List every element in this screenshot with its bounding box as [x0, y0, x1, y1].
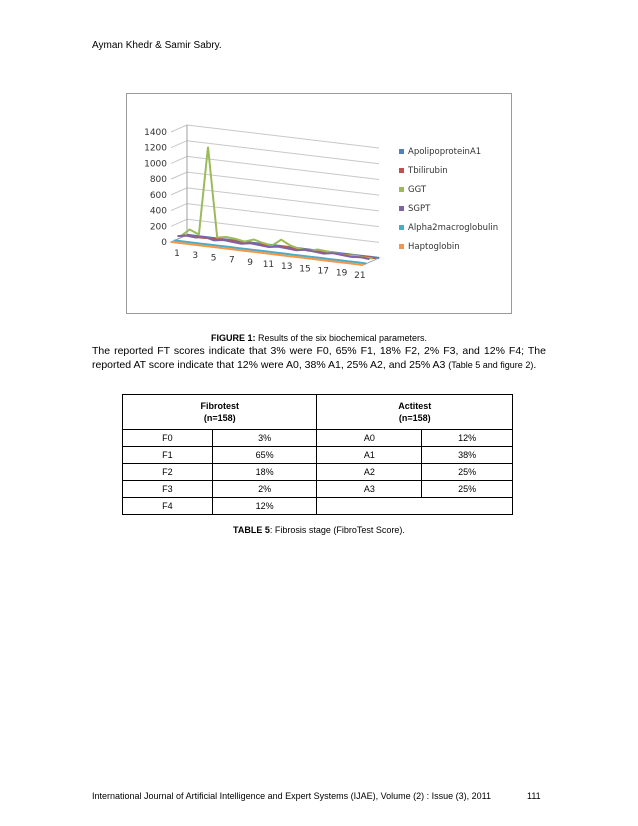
- table-cell: 12%: [422, 430, 513, 447]
- table-caption-text: : Fibrosis stage (FibroTest Score).: [269, 525, 405, 535]
- y-tick-label: 800: [149, 175, 167, 186]
- y-tick-label: 600: [149, 190, 167, 201]
- actitest-header-count: (n=158): [398, 413, 431, 423]
- x-tick-label: 17: [317, 266, 330, 277]
- actitest-header-title: Actitest: [398, 401, 432, 411]
- table-cell: 3%: [212, 430, 317, 447]
- legend-label: GGT: [408, 185, 427, 195]
- figure-1-chart-frame: [126, 93, 512, 314]
- gridline-side: [171, 204, 187, 211]
- gridline-side: [171, 125, 187, 132]
- table-cell: A3: [317, 481, 422, 498]
- table-row: [123, 498, 513, 515]
- legend-swatch: [399, 244, 404, 249]
- figure-caption: [0, 333, 638, 343]
- paragraph-reference: (Table 5 and figure 2): [448, 360, 534, 370]
- y-tick-label: 0: [161, 238, 167, 248]
- table-caption-label: TABLE 5: [233, 525, 270, 535]
- journal-footer: International Journal of Artificial Intelligence and Expert Systems (IJAE), Volume (2) : Issue (3), 2011: [92, 791, 492, 801]
- x-tick-label: 15: [299, 264, 311, 275]
- running-header: Ayman Khedr & Samir Sabry.: [92, 40, 222, 51]
- legend-label: Alpha2macroglobulin: [408, 223, 499, 233]
- y-tick-label: 1400: [144, 128, 167, 138]
- table-cell: 25%: [422, 464, 513, 481]
- legend-label: Haptoglobin: [408, 242, 460, 252]
- y-tick-label: 400: [149, 206, 167, 217]
- legend-label: Tbilirubin: [408, 166, 448, 176]
- actitest-header: [317, 395, 513, 430]
- table-cell: 65%: [212, 447, 317, 464]
- table-cell: F0: [123, 430, 213, 447]
- legend-swatch: [399, 149, 404, 154]
- table-cell-empty: [317, 498, 513, 515]
- legend-swatch: [399, 168, 404, 173]
- table-cell: A2: [317, 464, 422, 481]
- gridline-side: [171, 156, 187, 163]
- legend-swatch: [399, 206, 404, 211]
- table-cell: 38%: [422, 447, 513, 464]
- table-cell: 18%: [212, 464, 317, 481]
- gridline-side: [171, 172, 187, 179]
- legend-swatch: [399, 187, 404, 192]
- page-number: 111: [527, 791, 541, 801]
- results-paragraph: [92, 344, 546, 372]
- table-cell: F3: [123, 481, 213, 498]
- table-row: [123, 481, 513, 498]
- fibrotest-header-title: Fibrotest: [200, 401, 239, 411]
- table-row: [123, 430, 513, 447]
- figure-caption-text: Results of the six biochemical parameters.: [255, 333, 428, 343]
- figure-caption-label: FIGURE 1:: [210, 333, 256, 343]
- fibrotest-header: [123, 395, 317, 430]
- biochemical-parameters-chart: [127, 94, 511, 313]
- table-cell: A0: [317, 430, 422, 447]
- table-cell: F4: [123, 498, 213, 515]
- table-cell: F1: [123, 447, 213, 464]
- paragraph-text: The reported FT scores indicate that 3% were F0, 65% F1, 18% F2, 2% F3, and 12% F4; The reported AT score indicate that 12% were A0, 38% A1, 25% A2, and 25% A3: [92, 345, 546, 371]
- table-row: [123, 447, 513, 464]
- x-tick-label: 5: [210, 253, 217, 264]
- table-cell: 25%: [422, 481, 513, 498]
- x-tick-label: 7: [228, 255, 235, 266]
- table-header-row: [123, 395, 513, 430]
- gridline-side: [171, 219, 187, 226]
- fibrotest-header-count: (n=158): [203, 413, 236, 423]
- legend-label: ApolipoproteinA1: [408, 147, 482, 157]
- table-cell: 12%: [212, 498, 317, 515]
- legend-swatch: [399, 225, 404, 230]
- x-tick-label: 3: [192, 251, 199, 262]
- x-tick-label: 9: [247, 257, 254, 268]
- x-tick-label: 11: [262, 259, 275, 270]
- series-line-ggt: [181, 147, 373, 262]
- x-tick-label: 13: [280, 262, 293, 273]
- series-line-sgpt: [177, 236, 369, 260]
- table-caption: [0, 525, 638, 535]
- fibrosis-stage-table: [122, 394, 513, 515]
- y-tick-label: 200: [149, 222, 167, 233]
- paragraph-end: .: [533, 359, 537, 371]
- legend-label: SGPT: [408, 204, 431, 214]
- x-tick-label: 1: [174, 249, 180, 259]
- y-tick-label: 1000: [144, 159, 167, 170]
- table-row: [123, 464, 513, 481]
- x-tick-label: 21: [354, 270, 366, 281]
- gridline-side: [171, 141, 187, 148]
- y-tick-label: 1200: [144, 143, 167, 154]
- gridline-side: [171, 188, 187, 195]
- x-tick-label: 19: [335, 268, 348, 279]
- table-cell: F2: [123, 464, 213, 481]
- table-cell: 2%: [212, 481, 317, 498]
- table-cell: A1: [317, 447, 422, 464]
